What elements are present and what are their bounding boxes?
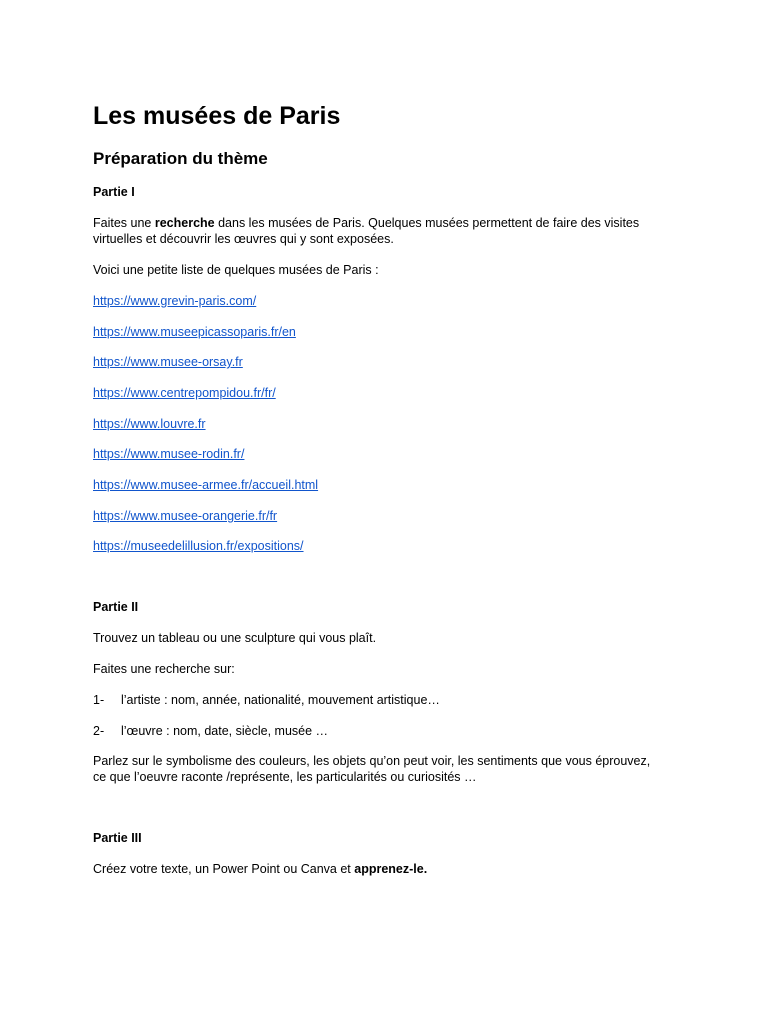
list-item-text: l’artiste : nom, année, nationalité, mouvement artistique…: [121, 693, 440, 707]
museum-list-intro: Voici une petite liste de quelques musées de Paris :: [93, 263, 379, 277]
intro-text: Faites une: [93, 216, 155, 230]
museum-link-illusion[interactable]: https://museedelillusion.fr/expositions/: [93, 539, 304, 553]
part2-paragraph-line2: ce que l’oeuvre raconte /représente, les particularités ou curiosités …: [93, 770, 477, 784]
list-item-text: l’œuvre : nom, date, siècle, musée …: [121, 724, 329, 738]
part2-line2: Faites une recherche sur:: [93, 662, 235, 676]
intro-bold-word: recherche: [154, 216, 215, 230]
part2-paragraph-line1: Parlez sur le symbolisme des couleurs, les objets qu’on peut voir, les sentiments que vous éprouvez,: [93, 754, 651, 768]
museum-link-picasso[interactable]: https://www.museepicassoparis.fr/en: [93, 325, 296, 339]
part1-intro-line2: virtuelles et découvrir les œuvres qui y sont exposées.: [93, 232, 394, 246]
list-number: 2-: [93, 724, 105, 738]
part3-text-bold: apprenez-le.: [354, 862, 428, 876]
list-item-1: [93, 692, 440, 708]
museum-link-orsay[interactable]: https://www.musee-orsay.fr: [93, 355, 243, 369]
list-number: 1-: [93, 693, 105, 707]
page-title: Les musées de Paris: [93, 102, 341, 130]
museum-link-rodin[interactable]: https://www.musee-rodin.fr/: [93, 447, 245, 461]
museum-link-grevin[interactable]: https://www.grevin-paris.com/: [93, 294, 257, 308]
part3-text-plain: Créez votre texte, un Power Point ou Canva et: [93, 862, 355, 876]
section-heading-part3: Partie III: [93, 831, 142, 845]
part3-text: [93, 861, 427, 877]
museum-link-pompidou[interactable]: https://www.centrepompidou.fr/fr/: [93, 386, 276, 400]
museum-link-louvre[interactable]: https://www.louvre.fr: [93, 417, 206, 431]
part2-line1: Trouvez un tableau ou une sculpture qui vous plaît.: [93, 631, 377, 645]
museum-link-orangerie[interactable]: https://www.musee-orangerie.fr/fr: [93, 509, 278, 523]
section-heading-part2: Partie II: [93, 600, 139, 614]
museum-link-armee[interactable]: https://www.musee-armee.fr/accueil.html: [93, 478, 319, 492]
part1-intro-line1: [93, 215, 639, 231]
list-item-2: [93, 723, 328, 739]
section-heading-part1: Partie I: [93, 185, 135, 199]
page-subtitle: Préparation du thème: [93, 149, 268, 168]
intro-text-rest: dans les musées de Paris. Quelques musées permettent de faire des visites: [214, 216, 640, 230]
